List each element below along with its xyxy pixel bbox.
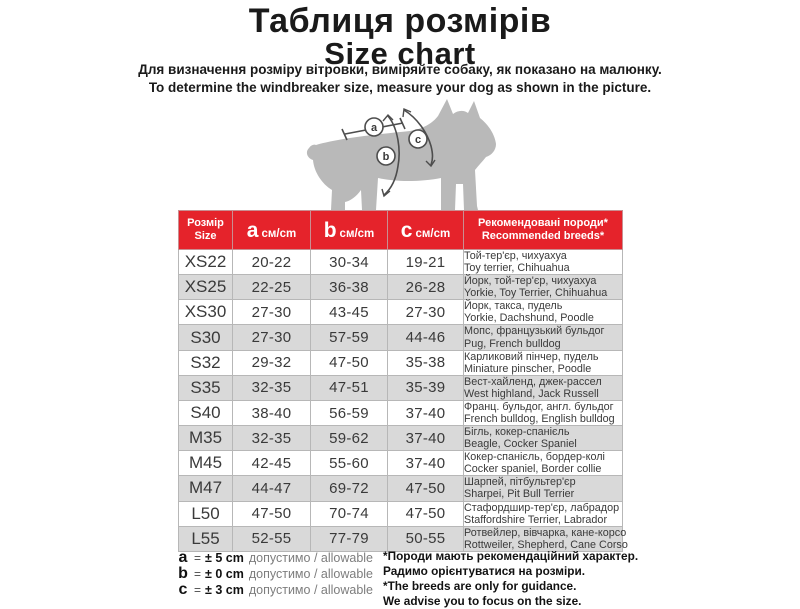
- c-letter: c: [400, 218, 413, 242]
- measurement-c-marker: [409, 130, 427, 148]
- size-cell: M45: [179, 451, 233, 476]
- size-row: [179, 375, 623, 400]
- a-value-cell: 44-47: [233, 476, 311, 501]
- tolerance-line: [176, 565, 373, 581]
- footnote-line-2: Радимо орієнтуватися на розміри.: [383, 564, 585, 579]
- c-value-cell: 37-40: [388, 451, 464, 476]
- tolerance-line: [176, 549, 373, 565]
- breeds-ua-text: Стафордшир-тер'єр, лабрадор: [464, 501, 620, 514]
- b-value-cell: 69-72: [311, 476, 388, 501]
- breeds-en-text: Beagle, Cocker Spaniel: [464, 438, 577, 451]
- size-cell: L50: [179, 501, 233, 526]
- c-value-cell: 50-55: [388, 526, 464, 551]
- breeds-en-text: Miniature pinscher, Poodle: [464, 362, 592, 375]
- tolerance-allowable-note: допустимо / allowable: [248, 551, 374, 565]
- size-cell: M35: [179, 426, 233, 451]
- breeds-en-text: Cocker spaniel, Border collie: [464, 463, 602, 476]
- tolerance-allowable-note: допустимо / allowable: [248, 567, 374, 581]
- dog-measurement-diagram: [300, 98, 500, 213]
- breeds-ua-text: Ротвейлер, вівчарка, кане-корсо: [464, 526, 627, 539]
- size-row: [179, 300, 623, 325]
- breeds-ua-text: Вест-хайленд, джек-рассел: [464, 375, 602, 388]
- b-value-cell: 30-34: [311, 250, 388, 275]
- b-value-cell: 70-74: [311, 501, 388, 526]
- size-row: [179, 426, 623, 451]
- size-cell: S40: [179, 400, 233, 425]
- breeds-cell: [464, 501, 623, 526]
- b-value-cell: 47-50: [311, 350, 388, 375]
- a-value-cell: 42-45: [233, 451, 311, 476]
- svg-text:a: a: [370, 122, 378, 134]
- b-value-cell: 77-79: [311, 526, 388, 551]
- breeds-cell: [464, 451, 623, 476]
- size-row: [179, 350, 623, 375]
- size-row: [179, 400, 623, 425]
- c-value-cell: 47-50: [388, 501, 464, 526]
- size-chart-body: [179, 250, 628, 552]
- a-value-cell: 32-35: [233, 375, 311, 400]
- a-value-cell: 20-22: [233, 250, 311, 275]
- footnote-line-3: *The breeds are only for guidance.: [383, 579, 577, 594]
- breeds-ua-text: Кокер-спанієль, бордер-колі: [464, 451, 605, 464]
- size-row: [179, 501, 623, 526]
- size-header-ua: Розмір: [187, 216, 224, 229]
- page-title-en: Size chart: [324, 36, 476, 71]
- breeds-ua-text: Бігль, кокер-спанієль: [464, 426, 570, 439]
- svg-text:c: c: [414, 134, 422, 146]
- a-value-cell: 29-32: [233, 350, 311, 375]
- breeds-en-text: Yorkie, Toy Terrier, Chihuahua: [464, 287, 608, 300]
- b-value-cell: 55-60: [311, 451, 388, 476]
- dog-diagram-svg: [300, 98, 500, 213]
- tolerance-value: ± 5 cm: [205, 551, 244, 565]
- breeds-footnote: [383, 549, 638, 609]
- a-value-cell: 22-25: [233, 275, 311, 300]
- c-value-cell: 37-40: [388, 400, 464, 425]
- breeds-cell: [464, 275, 623, 300]
- column-header-size: [179, 211, 233, 250]
- a-value-cell: 38-40: [233, 400, 311, 425]
- size-row: [179, 250, 623, 275]
- b-value-cell: 59-62: [311, 426, 388, 451]
- breeds-en-text: French bulldog, English bulldog: [464, 413, 615, 426]
- size-cell: L55: [179, 526, 233, 551]
- breeds-en-text: Rottweiler, Shepherd, Cane Corso: [464, 538, 628, 551]
- dog-silhouette-icon: [307, 99, 496, 210]
- breeds-cell: [464, 426, 623, 451]
- a-value-cell: 27-30: [233, 300, 311, 325]
- c-value-cell: 37-40: [388, 426, 464, 451]
- breeds-ua-text: Мопс, французький бульдог: [464, 325, 605, 338]
- breeds-en-text: Staffordshire Terrier, Labrador: [464, 513, 608, 526]
- breeds-cell: [464, 400, 623, 425]
- tolerance-letter: b: [178, 565, 188, 582]
- breeds-cell: [464, 300, 623, 325]
- breeds-cell: [464, 526, 628, 551]
- breeds-cell: [464, 375, 623, 400]
- c-unit: см/cm: [415, 227, 451, 240]
- c-value-cell: 47-50: [388, 476, 464, 501]
- b-value-cell: 43-45: [311, 300, 388, 325]
- size-chart-header: [179, 211, 623, 250]
- tolerance-value: ± 3 cm: [205, 583, 244, 597]
- c-value-cell: 26-28: [388, 275, 464, 300]
- size-cell: XS25: [179, 275, 233, 300]
- c-value-cell: 27-30: [388, 300, 464, 325]
- b-value-cell: 47-51: [311, 375, 388, 400]
- c-value-cell: 35-39: [388, 375, 464, 400]
- breeds-cell: [464, 476, 623, 501]
- breeds-en-text: Pug, French bulldog: [464, 337, 561, 350]
- column-header-c: [388, 211, 464, 250]
- c-value-cell: 35-38: [388, 350, 464, 375]
- column-header-a: [233, 211, 311, 250]
- tolerance-equals: =: [194, 583, 202, 597]
- breeds-en-text: Toy terrier, Chihuahua: [464, 262, 570, 275]
- breeds-ua-text: Той-тер'єр, чихуахуа: [464, 250, 567, 262]
- size-row: [179, 451, 623, 476]
- breeds-en-text: Sharpei, Pit Bull Terrier: [464, 488, 575, 501]
- tolerance-letter: a: [178, 549, 188, 566]
- a-value-cell: 52-55: [233, 526, 311, 551]
- tolerance-value: ± 0 cm: [205, 567, 244, 581]
- c-value-cell: 44-46: [388, 325, 464, 350]
- measurement-b-marker: [377, 147, 395, 165]
- breeds-header-en: Recommended breeds*: [481, 230, 605, 242]
- subtitle-en: To determine the windbreaker size, measure your dog as shown in the picture.: [148, 80, 652, 95]
- column-header-b: [311, 211, 388, 250]
- b-value-cell: 57-59: [311, 325, 388, 350]
- breeds-ua-text: Йорк, такса, пудель: [464, 300, 563, 313]
- size-chart-table: [178, 210, 628, 552]
- subtitle-ua: Для визначення розміру вітровки, виміряйте собаку, як показано на малюнку.: [138, 62, 662, 77]
- size-row: [179, 275, 623, 300]
- a-letter: a: [246, 218, 259, 242]
- size-cell: S30: [179, 325, 233, 350]
- size-cell: M47: [179, 476, 233, 501]
- a-value-cell: 47-50: [233, 501, 311, 526]
- a-unit: см/cm: [261, 227, 297, 240]
- size-cell: XS30: [179, 300, 233, 325]
- size-cell: XS22: [179, 250, 233, 275]
- c-value-cell: 19-21: [388, 250, 464, 275]
- size-cell: S32: [179, 350, 233, 375]
- tolerance-notes: [176, 549, 373, 597]
- column-header-breeds: [464, 211, 623, 250]
- footnote-line-1: *Породи мають рекомендаційний характер.: [383, 549, 639, 563]
- breeds-cell: [464, 250, 623, 275]
- breeds-ua-text: Йорк, той-тер'єр, чихуахуа: [464, 275, 597, 288]
- breeds-en-text: West highland, Jack Russell: [464, 387, 599, 400]
- tolerance-allowable-note: допустимо / allowable: [248, 583, 374, 597]
- page-title-ua: Таблиця розмірів: [248, 2, 552, 40]
- svg-text:b: b: [382, 151, 390, 163]
- size-row: [179, 325, 623, 350]
- size-row: [179, 476, 623, 501]
- size-cell: S35: [179, 375, 233, 400]
- tolerance-equals: =: [194, 567, 202, 581]
- breeds-header-ua: Рекомендовані породи*: [478, 216, 608, 229]
- tolerance-line: [176, 581, 373, 597]
- footnote-line-4: We advise you to focus on the size.: [383, 594, 582, 609]
- tolerance-equals: =: [194, 551, 202, 565]
- breeds-ua-text: Карликовий пінчер, пудель: [464, 350, 599, 363]
- b-unit: см/cm: [339, 227, 375, 240]
- b-value-cell: 56-59: [311, 400, 388, 425]
- breeds-en-text: Yorkie, Dachshund, Poodle: [464, 312, 594, 325]
- size-row: [179, 526, 623, 551]
- size-header-en: Size: [194, 230, 217, 242]
- a-value-cell: 32-35: [233, 426, 311, 451]
- breeds-cell: [464, 325, 623, 350]
- b-value-cell: 36-38: [311, 275, 388, 300]
- tolerance-letter: c: [178, 581, 188, 598]
- a-value-cell: 27-30: [233, 325, 311, 350]
- breeds-ua-text: Франц. бульдог, англ. бульдог: [464, 400, 614, 413]
- breeds-ua-text: Шарпей, пітбультер'єр: [464, 476, 576, 489]
- b-letter: b: [323, 218, 337, 242]
- measurement-a-marker: [365, 118, 383, 136]
- breeds-cell: [464, 350, 623, 375]
